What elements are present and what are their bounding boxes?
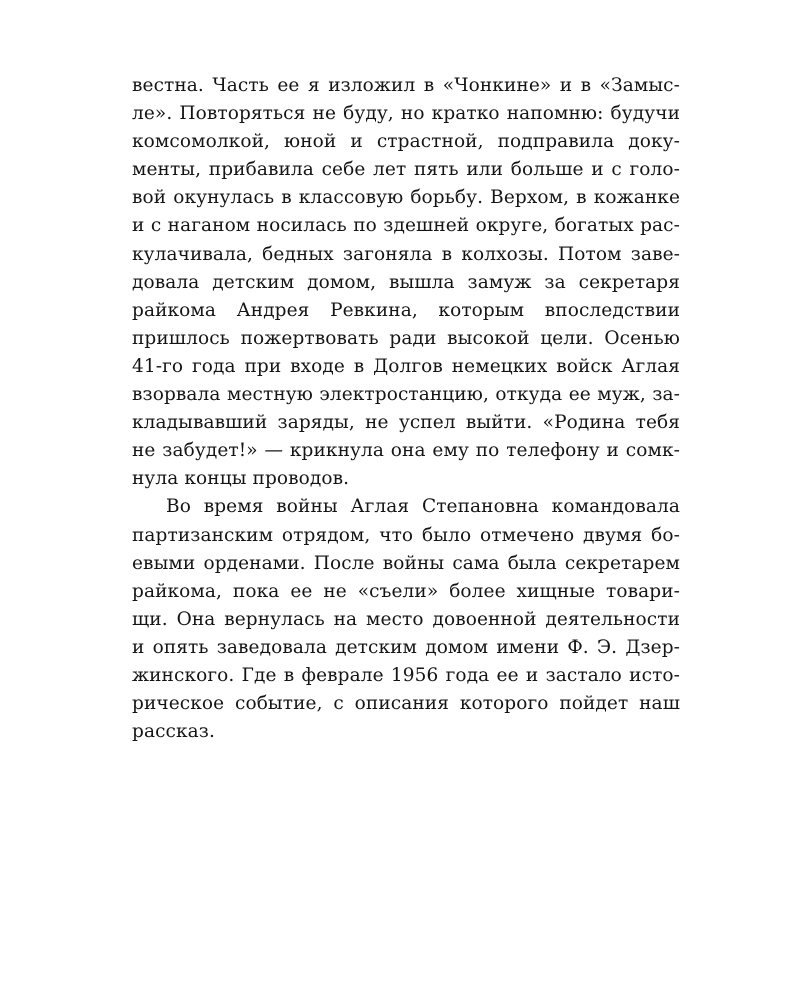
text-line: вестна. Часть ее я изложил в «Чонкине» и в «Замыс- bbox=[132, 75, 680, 96]
text-line: пришлось пожертвовать ради высокой цели. Осенью bbox=[132, 327, 680, 349]
text-line: кладывавший заряды, не успел выйти. «Родина тебя bbox=[132, 412, 680, 434]
text-line: ле». Повторяться не буду, но кратко напомню: будучи bbox=[132, 103, 680, 125]
text-line: щи. Она вернулась на место довоенной деятельности bbox=[132, 608, 680, 630]
text-line: не забудет!» — крикнула она ему по телефону и сомк- bbox=[132, 440, 680, 462]
body-text bbox=[132, 72, 680, 746]
text-line: райкома, пока ее не «съели» более хищные товари- bbox=[132, 580, 680, 602]
text-line: рическое событие, с описания которого пойдет наш bbox=[132, 693, 680, 715]
text-line: менты, прибавила себе лет пять или больше и с голо- bbox=[132, 159, 680, 181]
paragraph-2 bbox=[132, 493, 680, 746]
text-line: райкома Андрея Ревкина, которым впоследствии bbox=[132, 299, 680, 321]
text-line: комсомолкой, юной и страстной, подправила доку- bbox=[132, 131, 680, 153]
text-line: вой окунулась в классовую борьбу. Верхом, в кожанке bbox=[132, 187, 680, 209]
text-line: Во время войны Аглая Степановна командовала bbox=[166, 496, 680, 518]
text-line: жинского. Где в феврале 1956 года ее и застало исто- bbox=[132, 664, 680, 686]
paragraph-1 bbox=[132, 72, 680, 493]
text-line: евыми орденами. После войны сама была секретарем bbox=[132, 552, 680, 574]
text-line: и опять заведовала детским домом имени Ф. Э. Дзер- bbox=[132, 636, 680, 658]
text-line: рассказ. bbox=[132, 721, 215, 743]
text-line: нула концы проводов. bbox=[132, 468, 350, 490]
text-line: и с наганом носилась по здешней округе, богатых рас- bbox=[132, 215, 680, 237]
text-line: 41-го года при входе в Долгов немецких войск Аглая bbox=[132, 355, 680, 377]
text-line: взорвала местную электростанцию, откуда ее муж, за- bbox=[132, 384, 680, 406]
text-line: довала детским домом, вышла замуж за секретаря bbox=[132, 271, 680, 293]
text-line: партизанским отрядом, что было отмечено двумя бо- bbox=[132, 524, 680, 546]
text-line: кулачивала, бедных загоняла в колхозы. Потом заве- bbox=[132, 243, 680, 265]
